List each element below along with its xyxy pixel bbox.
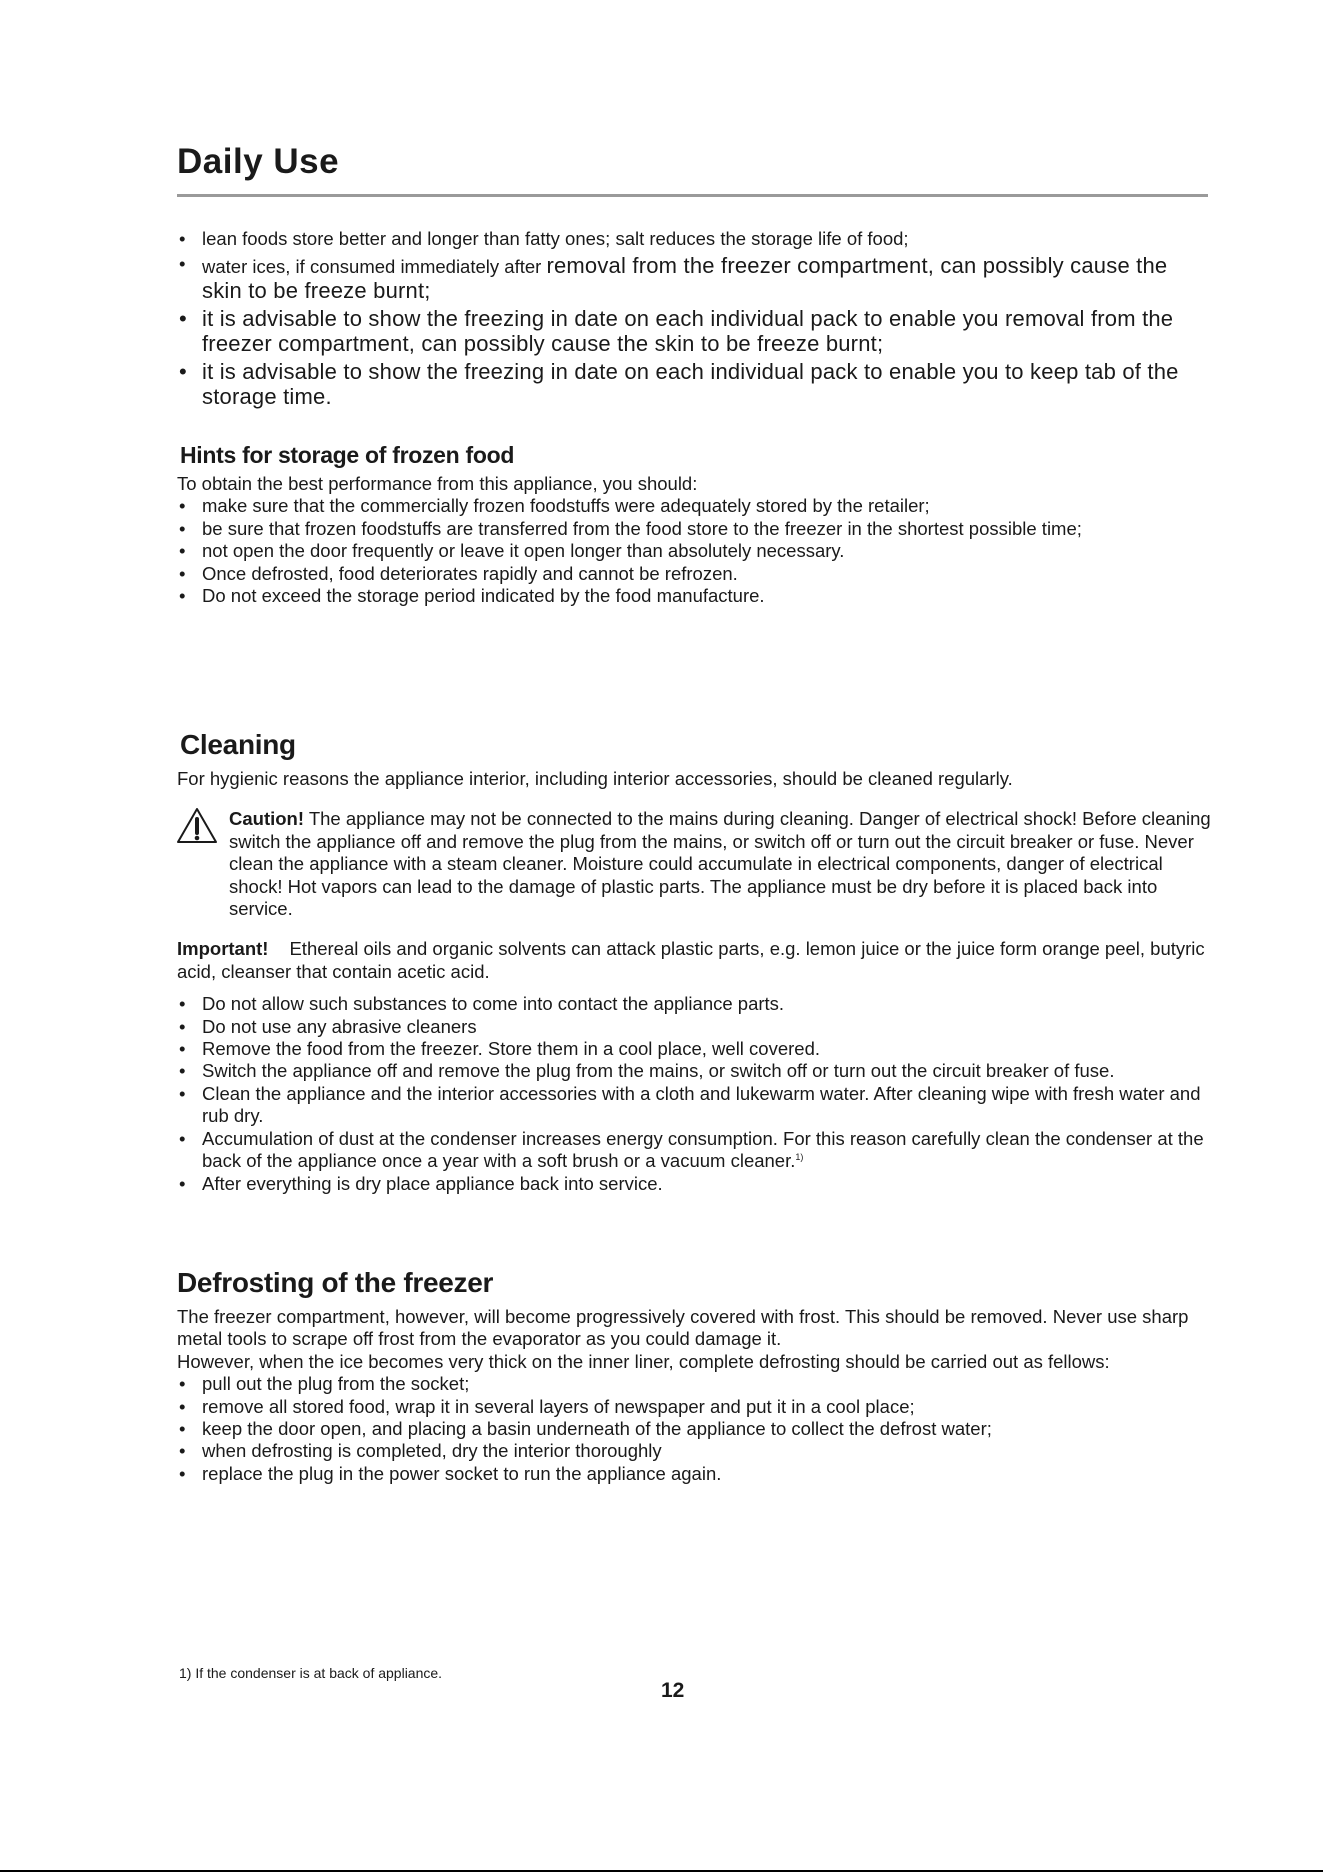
section-paragraph: The freezer compartment, however, will become progressively covered with frost. This should be removed. Never use sharp metal tools to scrape off frost from the evaporator as you could damage it. bbox=[177, 1306, 1189, 1350]
list-item bbox=[177, 1128, 1211, 1173]
list-item bbox=[177, 1083, 1211, 1128]
list-item bbox=[177, 518, 1211, 540]
list-item-text: lean foods store better and longer than fatty ones; salt reduces the storage life of food; bbox=[202, 228, 909, 249]
bullet: • bbox=[179, 1038, 186, 1060]
list-item bbox=[177, 1038, 1211, 1060]
list-item bbox=[177, 540, 1211, 562]
list-item-text: Accumulation of dust at the condenser increases energy consumption. For this reason carefully clean the condenser at the back of the appliance once a year with a soft brush or a vacuum cleaner. bbox=[202, 1127, 1204, 1172]
list-item-text: Once defrosted, food deteriorates rapidly and cannot be refrozen. bbox=[202, 562, 738, 584]
bullet: • bbox=[179, 1395, 186, 1417]
list-item bbox=[177, 993, 1211, 1015]
bullet: • bbox=[179, 1373, 186, 1395]
list-item bbox=[177, 1418, 1217, 1440]
list-item-text: make sure that the commercially frozen foodstuffs were adequately stored by the retailer; bbox=[202, 495, 930, 517]
bullet: • bbox=[179, 517, 186, 539]
list-item bbox=[177, 585, 1211, 607]
list-item bbox=[177, 495, 1211, 517]
list-item bbox=[177, 1440, 1217, 1462]
bullet: • bbox=[179, 993, 186, 1015]
bullet: • bbox=[179, 1060, 186, 1082]
list-item bbox=[177, 228, 1208, 250]
section-paragraph: However, when the ice becomes very thick on the inner liner, complete defrosting should be carried out as fellows: bbox=[177, 1350, 1110, 1372]
list-item-text: removal from the freezer compartment, can possibly cause the skin to be freeze burnt; bbox=[202, 253, 1168, 303]
caution-label: Caution! bbox=[229, 808, 305, 830]
list-item-text: it is advisable to show the freezing in date on each individual pack to enable you removal from the freezer compartment, can possibly cause the skin to be freeze burnt; bbox=[202, 306, 1174, 356]
list-item bbox=[177, 253, 1208, 303]
warning-triangle-icon bbox=[175, 806, 219, 846]
caution-text: The appliance may not be connected to the mains during cleaning. Danger of electrical shock! Before cleaning switch the appliance off and remove the plug from the mains, or switch off or turn out the circuit breaker or fuse. Never clean the appliance with a steam cleaner. Moisture could accumulate in electrical components, danger of electrical shock! Hot vapors can lead to the damage of plastic parts. The appliance must be dry before it is placed back into service. bbox=[229, 808, 1211, 920]
list-item-text: Clean the appliance and the interior accessories with a cloth and lukewarm water. After cleaning wipe with fresh water and rub dry. bbox=[202, 1082, 1201, 1127]
list-item-text: pull out the plug from the socket; bbox=[202, 1373, 470, 1395]
cleaning-list bbox=[177, 993, 1211, 1195]
bullet: • bbox=[179, 1127, 186, 1149]
footnote-reference: 1) bbox=[795, 1151, 804, 1162]
bullet: • bbox=[179, 359, 187, 384]
list-item bbox=[177, 1060, 1211, 1082]
important-label: Important! bbox=[177, 938, 269, 960]
bullet: • bbox=[179, 585, 186, 607]
list-item-text: be sure that frozen foodstuffs are transferred from the food store to the freezer in the shortest possible time; bbox=[202, 517, 1082, 539]
bullet: • bbox=[179, 540, 186, 562]
caution-note bbox=[177, 808, 1211, 920]
list-item bbox=[177, 563, 1211, 585]
list-item bbox=[177, 1016, 1211, 1038]
section-heading: Hints for storage of frozen food bbox=[180, 442, 515, 468]
important-note bbox=[177, 938, 1211, 983]
section-lead: To obtain the best performance from this appliance, you should: bbox=[177, 473, 698, 494]
list-item bbox=[177, 306, 1208, 356]
intro-list bbox=[177, 228, 1208, 412]
list-item-text: keep the door open, and placing a basin underneath of the appliance to collect the defrost water; bbox=[202, 1418, 992, 1440]
hints-list bbox=[177, 495, 1211, 607]
section-heading: Defrosting of the freezer bbox=[177, 1267, 494, 1298]
list-item bbox=[177, 359, 1208, 409]
list-item-text: it is advisable to show the freezing in date on each individual pack to enable you to keep tab of the storage time. bbox=[202, 359, 1179, 409]
bullet: • bbox=[179, 1172, 186, 1194]
list-item-text: Do not use any abrasive cleaners bbox=[202, 1015, 477, 1037]
bullet: • bbox=[179, 228, 186, 249]
defrost-list bbox=[177, 1373, 1217, 1485]
page-title: Daily Use bbox=[177, 142, 340, 181]
list-item-text: remove all stored food, wrap it in several layers of newspaper and put it in a cool place; bbox=[202, 1395, 915, 1417]
bullet: • bbox=[179, 1082, 186, 1104]
list-item bbox=[177, 1373, 1217, 1395]
page-header bbox=[177, 140, 1208, 197]
section-heading: Cleaning bbox=[180, 729, 296, 760]
title-divider bbox=[177, 194, 1208, 197]
list-item-text-small: water ices, if consumed immediately after bbox=[202, 256, 547, 277]
list-item-text: Switch the appliance off and remove the plug from the mains, or switch off or turn out the circuit breaker of fuse. bbox=[202, 1060, 1115, 1082]
list-item bbox=[177, 1463, 1217, 1485]
bullet: • bbox=[179, 562, 186, 584]
list-item bbox=[177, 1173, 1211, 1195]
list-item bbox=[177, 1396, 1217, 1418]
defrost-section bbox=[177, 1266, 1217, 1485]
bullet: • bbox=[179, 1440, 186, 1462]
footnote: 1) If the condenser is at back of appliance. bbox=[179, 1665, 443, 1681]
hints-section bbox=[177, 441, 1211, 607]
list-item-text: when defrosting is completed, dry the interior thoroughly bbox=[202, 1440, 662, 1462]
bullet: • bbox=[179, 306, 187, 331]
section-lead: For hygienic reasons the appliance interior, including interior accessories, should be cleaned regularly. bbox=[177, 768, 1013, 789]
bullet: • bbox=[179, 253, 186, 274]
list-item-text: not open the door frequently or leave it open longer than absolutely necessary. bbox=[202, 540, 845, 562]
list-item-text: Remove the food from the freezer. Store them in a cool place, well covered. bbox=[202, 1038, 821, 1060]
bullet: • bbox=[179, 495, 186, 517]
bullet: • bbox=[179, 1418, 186, 1440]
list-item-text: replace the plug in the power socket to run the appliance again. bbox=[202, 1462, 722, 1484]
page-number: 12 bbox=[661, 1679, 685, 1702]
important-text: Ethereal oils and organic solvents can attack plastic parts, e.g. lemon juice or the juice form orange peel, butyric acid, cleanser that contain acetic acid. bbox=[177, 938, 1205, 982]
list-item-text: Do not allow such substances to come into contact the appliance parts. bbox=[202, 993, 785, 1015]
bullet: • bbox=[179, 1015, 186, 1037]
cleaning-section bbox=[177, 728, 1211, 1195]
list-item-text: Do not exceed the storage period indicated by the food manufacture. bbox=[202, 585, 765, 607]
list-item-text: After everything is dry place appliance back into service. bbox=[202, 1172, 663, 1194]
bullet: • bbox=[179, 1462, 186, 1484]
